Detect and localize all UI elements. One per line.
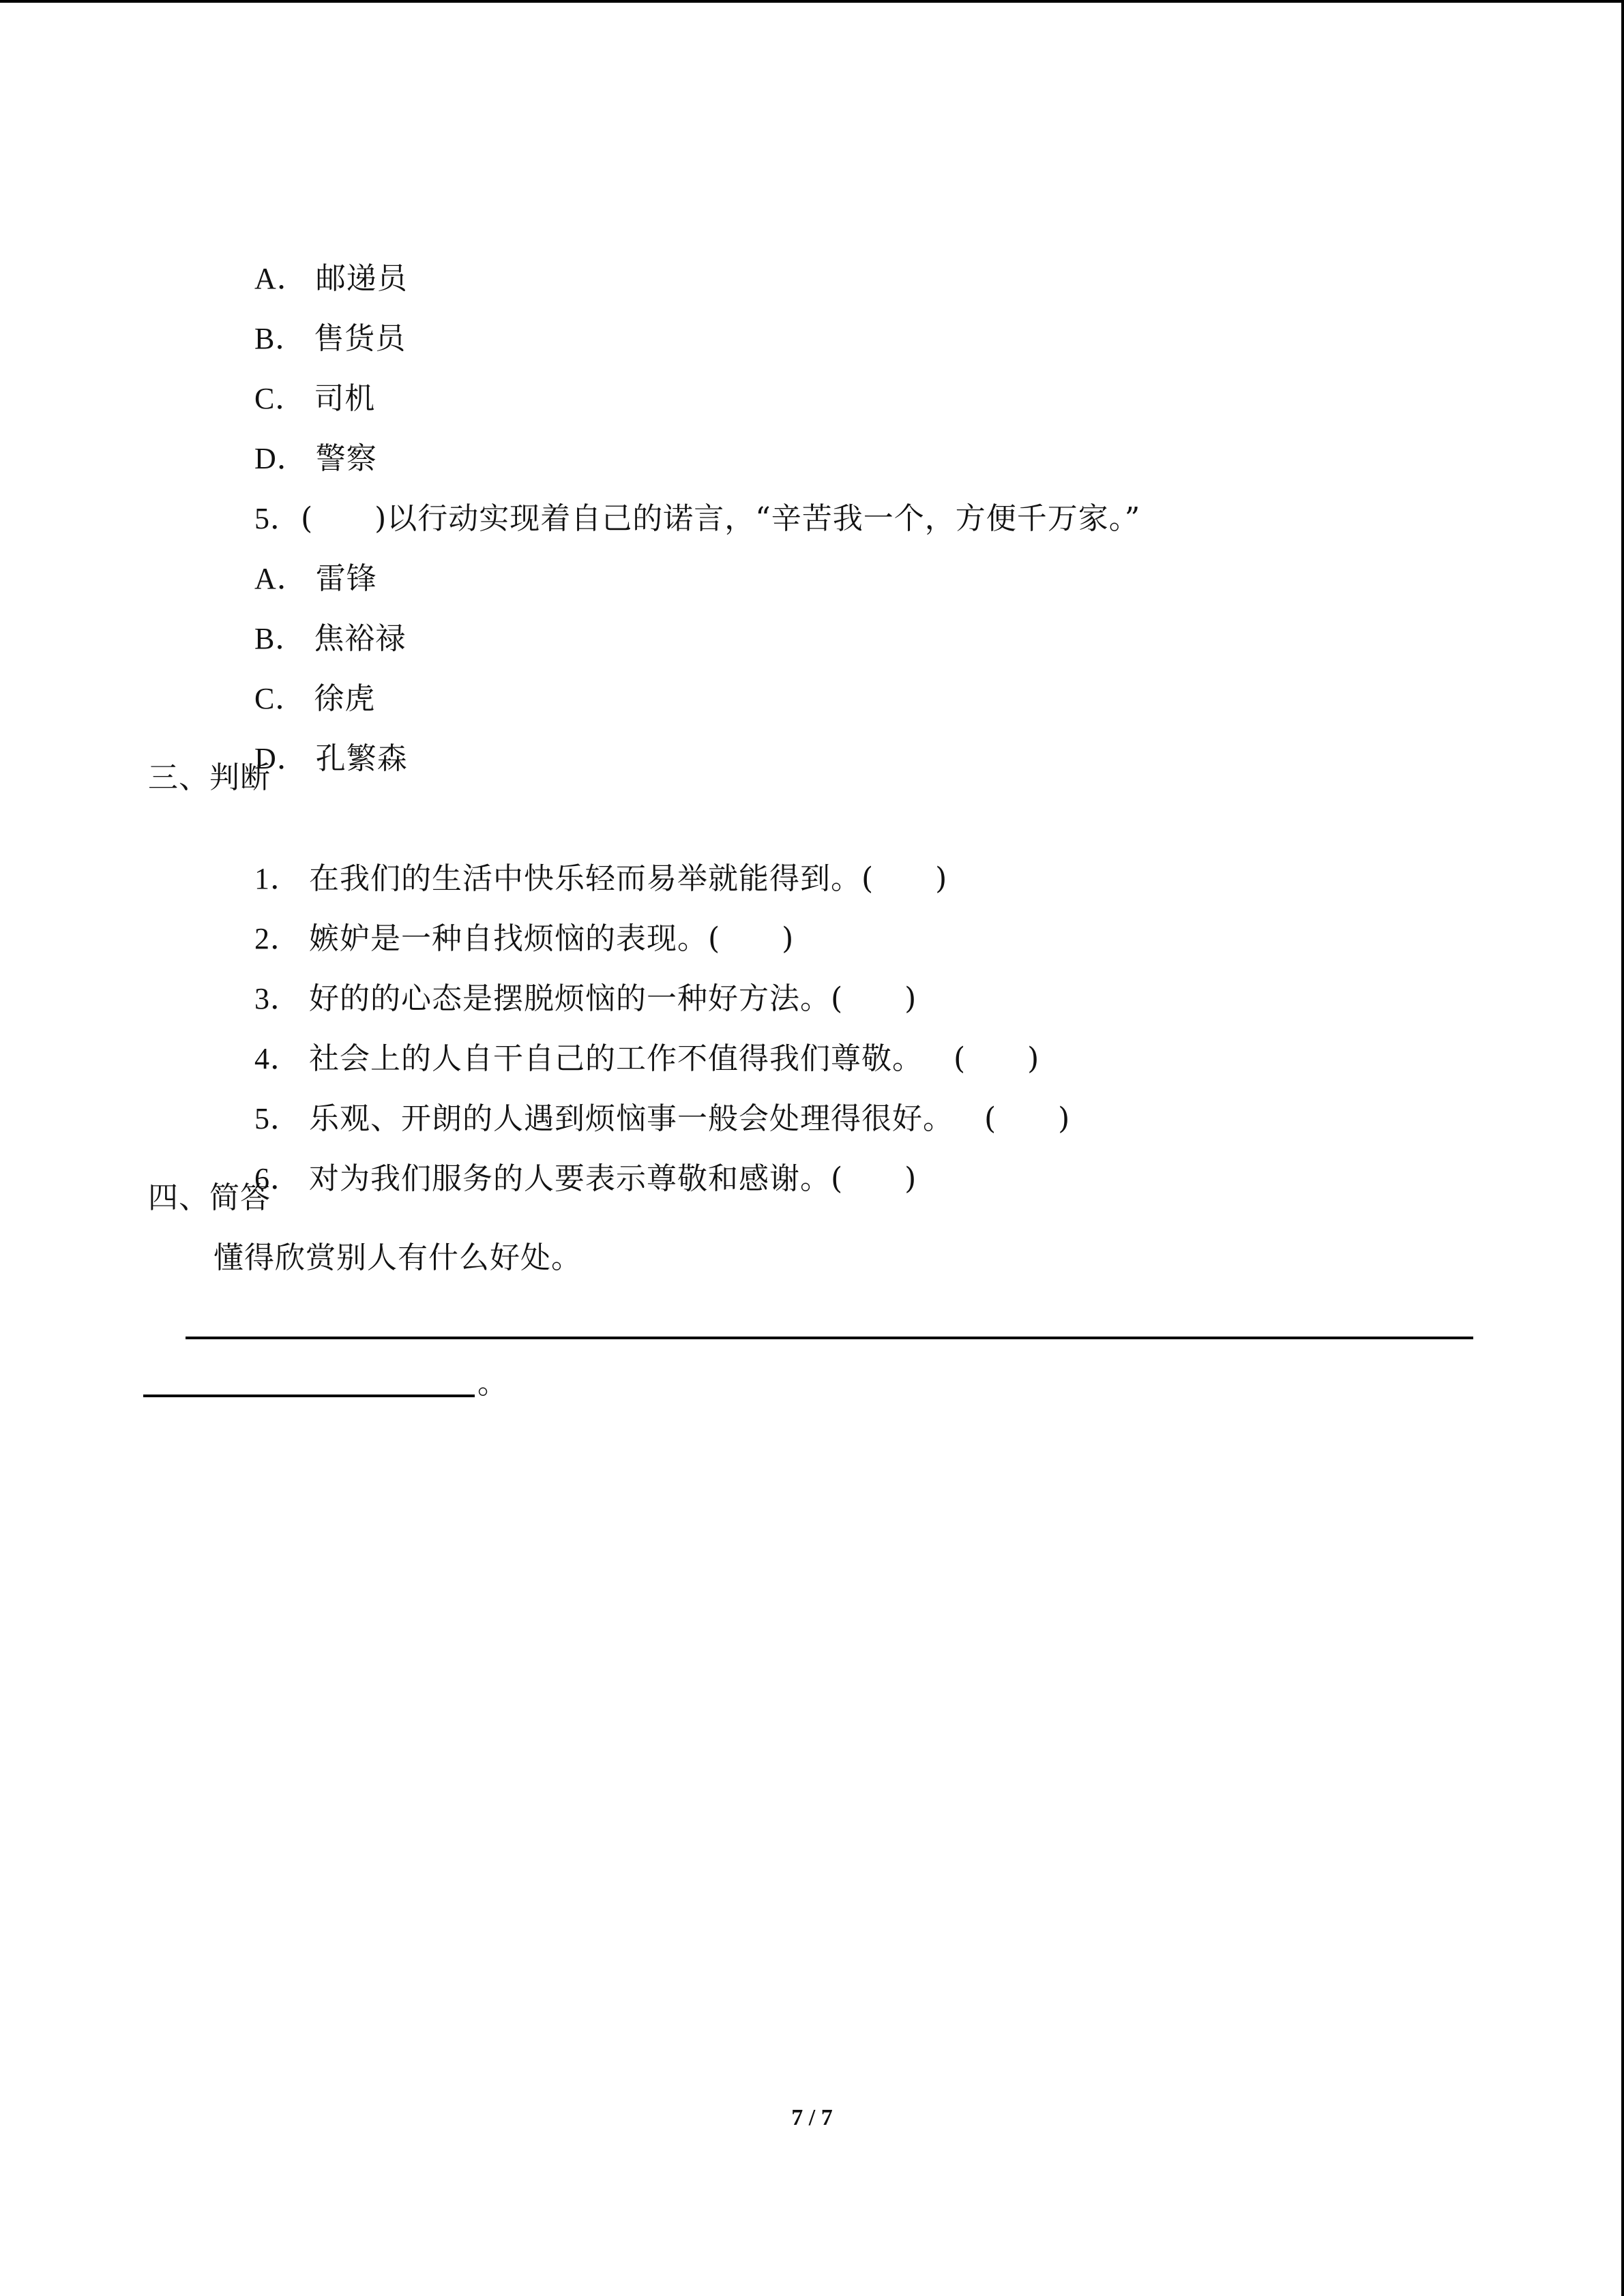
item-text: 乐观、开朗的人遇到烦恼事一般会处理得很好。 xyxy=(308,1101,954,1136)
item-number: 6． xyxy=(254,1162,301,1195)
answer-line-1[interactable] xyxy=(186,1337,1473,1339)
option-label: B． xyxy=(254,622,306,655)
item-number: 2． xyxy=(254,922,301,955)
option-text: 司机 xyxy=(314,381,376,416)
question-number: 5． xyxy=(254,502,301,535)
option-text: 徐虎 xyxy=(314,681,376,716)
answer-blank[interactable]: ( ) xyxy=(707,921,795,956)
item-text: 社会上的人自干自己的工作不值得我们尊敬。 xyxy=(308,1041,923,1076)
option-label: B． xyxy=(254,322,306,355)
option-text: 雷锋 xyxy=(315,561,377,596)
answer-blank[interactable]: ( ) xyxy=(953,1101,1071,1136)
option-text: 售货员 xyxy=(314,321,407,356)
section-title-short-answer: 四、简答 xyxy=(148,1180,271,1215)
item-number: 5． xyxy=(254,1102,301,1135)
option-label: D． xyxy=(254,742,308,775)
item-text: 对为我们服务的人要表示尊敬和感谢。 xyxy=(308,1161,831,1196)
section-title-judgment: 三、判断 xyxy=(148,760,271,795)
option-label: A． xyxy=(254,562,308,595)
item-number: 4． xyxy=(254,1042,301,1075)
answer-period: 。 xyxy=(477,1366,507,1401)
option-label: D． xyxy=(254,442,308,475)
answer-blank[interactable]: ( ) xyxy=(922,1041,1040,1076)
page-number: 7 / 7 xyxy=(791,2105,833,2130)
option-label: A． xyxy=(254,262,308,295)
answer-blank[interactable]: ( ) xyxy=(830,1161,917,1196)
item-number: 1． xyxy=(254,862,301,895)
answer-blank[interactable]: ( ) xyxy=(861,861,948,896)
option-text: 邮递员 xyxy=(315,261,408,296)
option-label: C． xyxy=(254,382,306,415)
item-text: 嫉妒是一种自找烦恼的表现。 xyxy=(308,921,708,956)
judgment-item-6 xyxy=(213,1118,917,1240)
item-text: 在我们的生活中快乐轻而易举就能得到。 xyxy=(308,861,861,896)
option-text: 孔繁森 xyxy=(315,741,408,776)
option-text: 警察 xyxy=(315,441,377,476)
answer-blank: ( ) xyxy=(300,501,387,536)
short-answer-question: 懂得欣赏别人有什么好处。 xyxy=(213,1240,582,1275)
answer-blank[interactable]: ( ) xyxy=(830,981,917,1016)
option-label: C． xyxy=(254,682,306,715)
question-text: 以行动实现着自己的诺言，“辛苦我一个，方便千万家。” xyxy=(387,501,1141,536)
answer-line-2[interactable] xyxy=(143,1395,475,1397)
item-text: 好的的心态是摆脱烦恼的一种好方法。 xyxy=(308,981,831,1016)
option-text: 焦裕禄 xyxy=(314,621,407,656)
item-number: 3． xyxy=(254,982,301,1015)
